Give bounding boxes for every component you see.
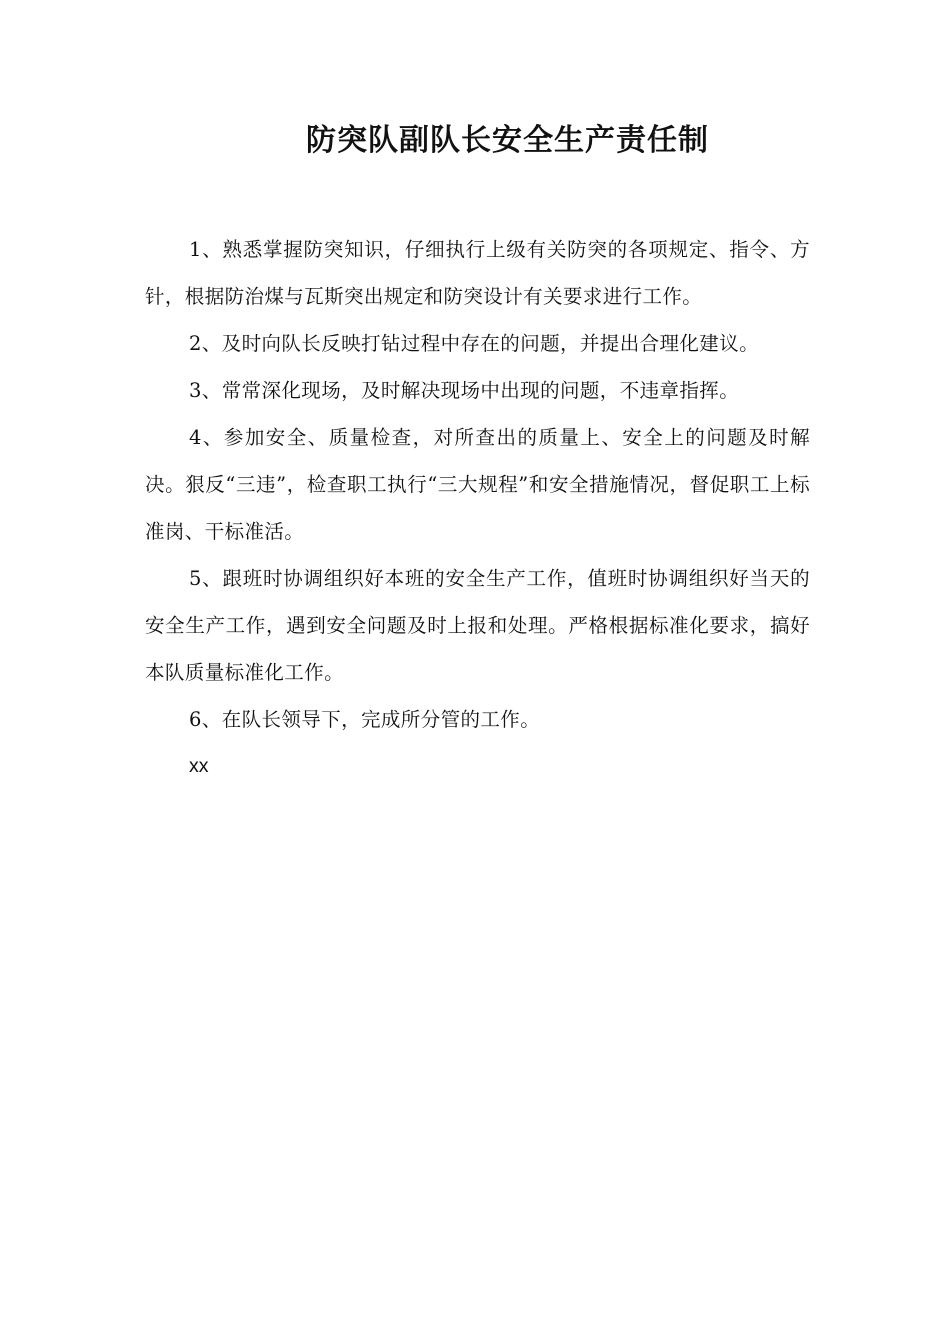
signature: xx (189, 755, 209, 777)
paragraph-6: 6、在队长领导下，完成所分管的工作。 (189, 708, 541, 731)
document-title: 防突队副队长安全生产责任制 (306, 123, 709, 158)
paragraph-3: 3、常常深化现场，及时解决现场中出现的问题，不违章指挥。 (189, 379, 740, 402)
document-body (145, 226, 810, 790)
paragraph-5: 5、跟班时协调组织好本班的安全生产工作，值班时协调组织好当天的安全生产工作，遇到安全问题及时上报和处理。严格根据标准化要求，搞好本队质量标准化工作。 (145, 567, 810, 684)
paragraph-2: 2、及时向队长反映打钻过程中存在的问题，并提出合理化建议。 (189, 332, 760, 355)
paragraph-4: 4、参加安全、质量检查，对所查出的质量上、安全上的问题及时解决。狠反“三违”，检查职工执行“三大规程”和安全措施情况，督促职工上标准岗、干标准活。 (145, 426, 810, 543)
paragraph-1: 1、熟悉掌握防突知识，仔细执行上级有关防突的各项规定、指令、方针，根据防治煤与瓦斯突出规定和防突设计有关要求进行工作。 (145, 238, 810, 308)
